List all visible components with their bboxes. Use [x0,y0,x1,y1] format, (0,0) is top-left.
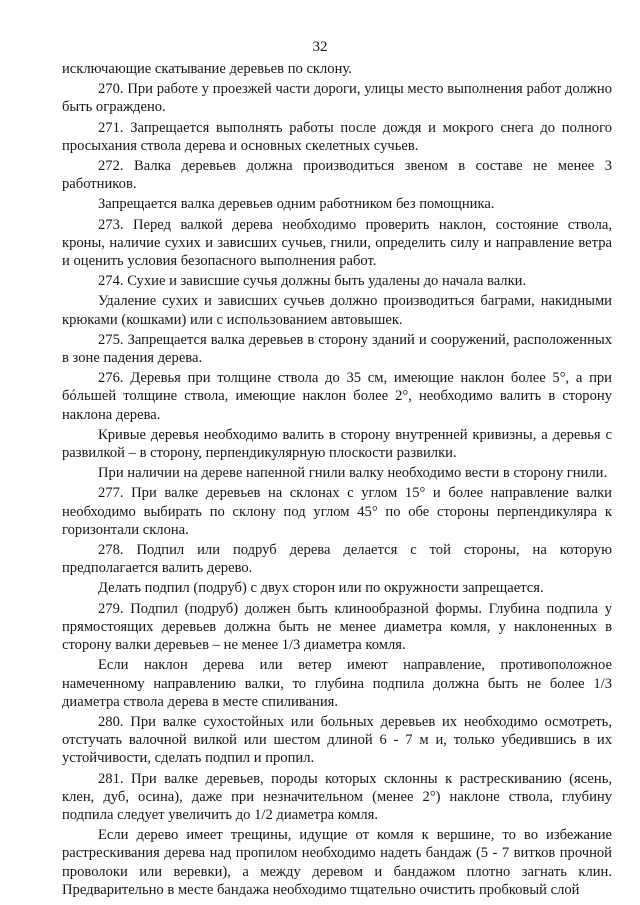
paragraph-270: 270. При работе у проезжей части дороги, улицы место выполнения работ должно быть ограждено. [62,81,612,116]
paragraph-274-note: Удаление сухих и зависших сучьев должно производиться баграми, накидными крюками (кошками) или с использованием автовышек. [62,293,612,328]
paragraph-278: 278. Подпил или подруб дерева делается с той стороны, на которую предполагается валить дерево. [62,542,612,577]
paragraph-280: 280. При валке сухостойных или больных деревьев их необходимо осмотреть, отстучать валочной вилкой или шестом длиной 6 - 7 м и, только убедившись в их устойчивости, сделать подпил и пропил. [62,713,612,767]
paragraph-272: 272. Валка деревьев должна производиться звеном в составе не менее 3 работников. [62,158,612,193]
paragraph-279-note: Если наклон дерева или ветер имеют направление, противоположное намеченному направлению валки, то глубина подпила должна быть не более 1/3 диаметра ствола дерева в месте спиливания. [62,657,612,710]
paragraph-277: 277. При валке деревьев на склонах с углом 15° и более направление валки необходимо выбирать по склону под углом 45° по обе стороны перпендикуляра к горизонтали склона. [62,485,612,538]
paragraph-274: 274. Сухие и зависшие сучья должны быть удалены до начала валки. [98,273,527,290]
paragraph-276: 276. Деревья при толщине ствола до 35 см, имеющие наклон более 5°, а при бóльшей толщине ствола, имеющие наклон более 2°, необходимо валить в сторону наклона дерева. [62,370,612,423]
paragraph-278-note: Делать подпил (подруб) с двух сторон или по окружности запрещается. [98,580,544,597]
paragraph-281: 281. При валке деревьев, породы которых склонны к растрескиванию (ясень, клен, дуб, осина), даже при незначительном (менее 2°) наклоне ствола, глубину подпила следует увеличить до 1/2 диаметра комля. [62,770,612,823]
document-body [62,60,612,901]
paragraph-279: 279. Подпил (подруб) должен быть клинообразной формы. Глубина подпила у прямостоящих деревьев должна быть не менее диаметра комля, у наклоненных в сторону валки деревьев – не менее 1/3 диаметра комля. [62,600,612,654]
paragraph-275: 275. Запрещается валка деревьев в сторону зданий и сооружений, расположенных в зоне падения дерева. [62,331,612,367]
paragraph-271: 271. Запрещается выполнять работы после дождя и мокрого снега до полного просыхания ствола дерева и основных скелетных сучьев. [62,119,612,154]
page-number: 32 [312,39,328,55]
paragraph-276-note-2: При наличии на дереве напенной гнили валку необходимо вести в сторону гнили. [98,465,608,482]
paragraph-276-note-1: Кривые деревья необходимо валить в сторону внутренней кривизны, а деревья с развилкой – в сторону, перпендикулярную плоскости развилки. [62,426,612,462]
paragraph-273: 273. Перед валкой дерева необходимо проверить наклон, состояние ствола, кроны, наличие сухих и зависших сучьев, гнили, определить силу и направление ветра и оценить условия безопасного выполнения работ. [62,216,612,270]
paragraph-272-note: Запрещается валка деревьев одним работником без помощника. [98,196,495,213]
paragraph-281-note: Если дерево имеет трещины, идущие от комля к вершине, то во избежание растрескивания дерева над пропилом необходимо надеть бандаж (5 - 7 витков прочной проволоки или веревки), а между деревом и бандажом плотно загнать клин. Предварительно в месте бандажа необходимо тщательно очистить пробковый слой [62,827,612,898]
paragraph-continuation: исключающие скатывание деревьев по склону. [62,61,352,77]
